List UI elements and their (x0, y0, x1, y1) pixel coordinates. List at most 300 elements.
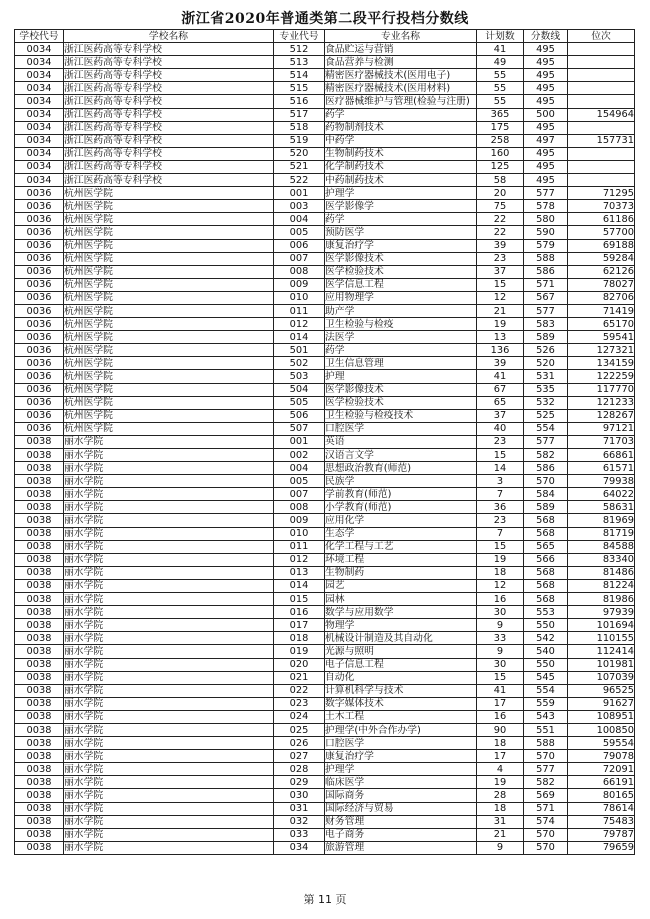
score-line-cell: 590 (524, 226, 568, 239)
school-name-cell: 浙江医药高等专科学校 (64, 82, 274, 95)
major-name-cell: 土木工程 (325, 710, 477, 723)
rank-cell: 72091 (568, 763, 635, 776)
plan-count-cell: 18 (477, 566, 524, 579)
table-row (15, 121, 635, 134)
major-name-cell: 生物制药 (325, 566, 477, 579)
table-row (15, 697, 635, 710)
major-name-cell: 国际经济与贸易 (325, 802, 477, 815)
score-line-cell: 540 (524, 645, 568, 658)
major-name-cell: 应用物理学 (325, 291, 477, 304)
major-code-cell: 028 (274, 763, 325, 776)
school-code-cell: 0034 (15, 43, 64, 56)
score-line-cell: 550 (524, 658, 568, 671)
major-name-cell: 生态学 (325, 527, 477, 540)
school-code-cell: 0036 (15, 304, 64, 317)
table-row (15, 462, 635, 475)
major-code-cell: 503 (274, 370, 325, 383)
school-name-cell: 丽水学院 (64, 645, 274, 658)
table-row (15, 82, 635, 95)
school-code-cell: 0034 (15, 82, 64, 95)
plan-count-cell: 30 (477, 606, 524, 619)
header-school-code: 学校代号 (15, 30, 64, 43)
score-line-cell: 567 (524, 291, 568, 304)
school-name-cell: 丽水学院 (64, 697, 274, 710)
major-code-cell: 001 (274, 435, 325, 448)
score-line-cell: 495 (524, 69, 568, 82)
major-name-cell: 口腔医学 (325, 737, 477, 750)
table-row (15, 318, 635, 331)
major-name-cell: 医学影像技术 (325, 383, 477, 396)
table-row (15, 95, 635, 108)
major-code-cell: 505 (274, 396, 325, 409)
major-name-cell: 精密医疗器械技术(医用电子) (325, 69, 477, 82)
major-code-cell: 024 (274, 710, 325, 723)
table-row (15, 619, 635, 632)
table-row (15, 841, 635, 854)
school-name-cell: 丽水学院 (64, 841, 274, 854)
major-name-cell: 物理学 (325, 619, 477, 632)
plan-count-cell: 22 (477, 226, 524, 239)
major-name-cell: 医学检验技术 (325, 396, 477, 409)
school-name-cell: 杭州医学院 (64, 383, 274, 396)
score-table (14, 29, 635, 855)
school-name-cell: 杭州医学院 (64, 213, 274, 226)
school-code-cell: 0038 (15, 815, 64, 828)
major-name-cell: 康复治疗学 (325, 750, 477, 763)
school-name-cell: 杭州医学院 (64, 422, 274, 435)
major-code-cell: 010 (274, 527, 325, 540)
rank-cell: 81719 (568, 527, 635, 540)
score-line-cell: 569 (524, 789, 568, 802)
rank-cell: 75483 (568, 815, 635, 828)
table-row (15, 331, 635, 344)
score-line-cell: 580 (524, 213, 568, 226)
table-row (15, 383, 635, 396)
rank-cell: 69188 (568, 239, 635, 252)
major-code-cell: 033 (274, 828, 325, 841)
major-code-cell: 003 (274, 200, 325, 213)
plan-count-cell: 41 (477, 684, 524, 697)
major-code-cell: 014 (274, 579, 325, 592)
plan-count-cell: 17 (477, 750, 524, 763)
school-name-cell: 杭州医学院 (64, 200, 274, 213)
school-name-cell: 浙江医药高等专科学校 (64, 160, 274, 173)
school-code-cell: 0038 (15, 488, 64, 501)
plan-count-cell: 258 (477, 134, 524, 147)
table-row (15, 435, 635, 448)
major-name-cell: 康复治疗学 (325, 239, 477, 252)
school-name-cell: 丽水学院 (64, 579, 274, 592)
major-name-cell: 药学 (325, 108, 477, 121)
table-row (15, 606, 635, 619)
table-row (15, 239, 635, 252)
school-name-cell: 杭州医学院 (64, 291, 274, 304)
school-name-cell: 丽水学院 (64, 566, 274, 579)
table-row (15, 737, 635, 750)
school-code-cell: 0038 (15, 593, 64, 606)
plan-count-cell: 41 (477, 43, 524, 56)
major-code-cell: 009 (274, 278, 325, 291)
school-name-cell: 丽水学院 (64, 802, 274, 815)
major-name-cell: 预防医学 (325, 226, 477, 239)
plan-count-cell: 58 (477, 174, 524, 187)
table-row (15, 422, 635, 435)
school-name-cell: 丽水学院 (64, 540, 274, 553)
major-code-cell: 017 (274, 619, 325, 632)
score-line-cell: 586 (524, 462, 568, 475)
score-line-cell: 589 (524, 501, 568, 514)
major-code-cell: 011 (274, 304, 325, 317)
school-code-cell: 0036 (15, 409, 64, 422)
plan-count-cell: 12 (477, 291, 524, 304)
major-code-cell: 513 (274, 56, 325, 69)
major-code-cell: 514 (274, 69, 325, 82)
school-code-cell: 0038 (15, 501, 64, 514)
major-name-cell: 卫生信息管理 (325, 357, 477, 370)
school-code-cell: 0038 (15, 514, 64, 527)
score-line-cell: 553 (524, 606, 568, 619)
major-name-cell: 临床医学 (325, 776, 477, 789)
major-name-cell: 护理学 (325, 763, 477, 776)
major-name-cell: 化学工程与工艺 (325, 540, 477, 553)
rank-cell: 57700 (568, 226, 635, 239)
major-name-cell: 旅游管理 (325, 841, 477, 854)
school-name-cell: 丽水学院 (64, 488, 274, 501)
plan-count-cell: 20 (477, 187, 524, 200)
major-name-cell: 小学教育(师范) (325, 501, 477, 514)
table-row (15, 802, 635, 815)
major-name-cell: 生物制药技术 (325, 147, 477, 160)
table-row (15, 147, 635, 160)
school-name-cell: 浙江医药高等专科学校 (64, 134, 274, 147)
score-line-cell: 589 (524, 331, 568, 344)
school-code-cell: 0038 (15, 658, 64, 671)
school-name-cell: 浙江医药高等专科学校 (64, 43, 274, 56)
school-name-cell: 浙江医药高等专科学校 (64, 174, 274, 187)
school-name-cell: 浙江医药高等专科学校 (64, 108, 274, 121)
major-code-cell: 004 (274, 462, 325, 475)
score-line-cell: 577 (524, 763, 568, 776)
rank-cell: 108951 (568, 710, 635, 723)
school-name-cell: 浙江医药高等专科学校 (64, 56, 274, 69)
rank-cell: 117770 (568, 383, 635, 396)
plan-count-cell: 15 (477, 540, 524, 553)
score-line-cell: 550 (524, 619, 568, 632)
rank-cell: 78614 (568, 802, 635, 815)
school-code-cell: 0038 (15, 449, 64, 462)
major-code-cell: 025 (274, 723, 325, 736)
rank-cell: 134159 (568, 357, 635, 370)
rank-cell: 82706 (568, 291, 635, 304)
school-code-cell: 0034 (15, 108, 64, 121)
school-code-cell: 0034 (15, 56, 64, 69)
rank-cell: 58631 (568, 501, 635, 514)
header-rank: 位次 (568, 30, 635, 43)
school-code-cell: 0036 (15, 187, 64, 200)
school-name-cell: 丽水学院 (64, 501, 274, 514)
rank-cell: 100850 (568, 723, 635, 736)
plan-count-cell: 39 (477, 239, 524, 252)
major-code-cell: 034 (274, 841, 325, 854)
plan-count-cell: 22 (477, 213, 524, 226)
table-row (15, 200, 635, 213)
major-code-cell: 012 (274, 318, 325, 331)
school-code-cell: 0038 (15, 645, 64, 658)
school-code-cell: 0038 (15, 566, 64, 579)
school-name-cell: 杭州医学院 (64, 252, 274, 265)
major-code-cell: 010 (274, 291, 325, 304)
major-code-cell: 008 (274, 265, 325, 278)
major-name-cell: 护理学 (325, 187, 477, 200)
school-name-cell: 丽水学院 (64, 619, 274, 632)
rank-cell: 80165 (568, 789, 635, 802)
rank-cell: 96525 (568, 684, 635, 697)
plan-count-cell: 55 (477, 69, 524, 82)
major-name-cell: 民族学 (325, 475, 477, 488)
rank-cell: 59554 (568, 737, 635, 750)
major-code-cell: 020 (274, 658, 325, 671)
plan-count-cell: 16 (477, 710, 524, 723)
table-row (15, 645, 635, 658)
major-code-cell: 004 (274, 213, 325, 226)
score-line-cell: 495 (524, 43, 568, 56)
rank-cell: 154964 (568, 108, 635, 121)
major-code-cell: 507 (274, 422, 325, 435)
major-name-cell: 财务管理 (325, 815, 477, 828)
major-name-cell: 药学 (325, 213, 477, 226)
school-code-cell: 0034 (15, 147, 64, 160)
major-code-cell: 023 (274, 697, 325, 710)
score-line-cell: 568 (524, 579, 568, 592)
plan-count-cell: 67 (477, 383, 524, 396)
plan-count-cell: 9 (477, 645, 524, 658)
rank-cell: 66191 (568, 776, 635, 789)
major-code-cell: 005 (274, 475, 325, 488)
plan-count-cell: 175 (477, 121, 524, 134)
school-code-cell: 0036 (15, 422, 64, 435)
table-row (15, 488, 635, 501)
school-name-cell: 杭州医学院 (64, 331, 274, 344)
table-row (15, 553, 635, 566)
table-row (15, 540, 635, 553)
school-name-cell: 丽水学院 (64, 763, 274, 776)
score-line-cell: 568 (524, 514, 568, 527)
school-name-cell: 丽水学院 (64, 789, 274, 802)
score-line-cell: 535 (524, 383, 568, 396)
plan-count-cell: 23 (477, 252, 524, 265)
score-line-cell: 570 (524, 828, 568, 841)
score-line-cell: 586 (524, 265, 568, 278)
school-code-cell: 0036 (15, 291, 64, 304)
score-line-cell: 571 (524, 802, 568, 815)
major-code-cell: 007 (274, 488, 325, 501)
table-row (15, 160, 635, 173)
plan-count-cell: 49 (477, 56, 524, 69)
school-name-cell: 丽水学院 (64, 553, 274, 566)
major-code-cell: 029 (274, 776, 325, 789)
school-code-cell: 0036 (15, 370, 64, 383)
school-name-cell: 杭州医学院 (64, 344, 274, 357)
table-row (15, 174, 635, 187)
school-name-cell: 浙江医药高等专科学校 (64, 121, 274, 134)
major-name-cell: 法医学 (325, 331, 477, 344)
school-code-cell: 0034 (15, 134, 64, 147)
school-name-cell: 丽水学院 (64, 684, 274, 697)
score-line-cell: 565 (524, 540, 568, 553)
rank-cell: 101981 (568, 658, 635, 671)
table-body (15, 43, 635, 855)
school-name-cell: 丽水学院 (64, 606, 274, 619)
rank-cell: 122259 (568, 370, 635, 383)
score-line-cell: 570 (524, 750, 568, 763)
school-code-cell: 0036 (15, 252, 64, 265)
plan-count-cell: 90 (477, 723, 524, 736)
rank-cell (568, 82, 635, 95)
school-name-cell: 丽水学院 (64, 462, 274, 475)
score-line-cell: 542 (524, 632, 568, 645)
school-name-cell: 丽水学院 (64, 435, 274, 448)
school-name-cell: 杭州医学院 (64, 278, 274, 291)
major-code-cell: 011 (274, 540, 325, 553)
score-line-cell: 577 (524, 304, 568, 317)
score-line-cell: 532 (524, 396, 568, 409)
major-name-cell: 数字媒体技术 (325, 697, 477, 710)
plan-count-cell: 40 (477, 422, 524, 435)
plan-count-cell: 19 (477, 776, 524, 789)
score-line-cell: 500 (524, 108, 568, 121)
score-line-cell: 495 (524, 82, 568, 95)
score-line-cell: 570 (524, 841, 568, 854)
school-code-cell: 0038 (15, 527, 64, 540)
major-name-cell: 护理 (325, 370, 477, 383)
school-name-cell: 杭州医学院 (64, 318, 274, 331)
score-line-cell: 551 (524, 723, 568, 736)
plan-count-cell: 21 (477, 828, 524, 841)
header-school-name: 学校名称 (64, 30, 274, 43)
major-name-cell: 思想政治教育(师范) (325, 462, 477, 475)
plan-count-cell: 65 (477, 396, 524, 409)
score-line-cell: 568 (524, 593, 568, 606)
major-code-cell: 007 (274, 252, 325, 265)
plan-count-cell: 14 (477, 462, 524, 475)
table-row (15, 108, 635, 121)
school-code-cell: 0038 (15, 737, 64, 750)
school-code-cell: 0036 (15, 200, 64, 213)
plan-count-cell: 19 (477, 553, 524, 566)
major-code-cell: 030 (274, 789, 325, 802)
major-code-cell: 519 (274, 134, 325, 147)
major-name-cell: 电子信息工程 (325, 658, 477, 671)
major-name-cell: 口腔医学 (325, 422, 477, 435)
rank-cell (568, 174, 635, 187)
plan-count-cell: 31 (477, 815, 524, 828)
school-code-cell: 0034 (15, 69, 64, 82)
school-code-cell: 0036 (15, 383, 64, 396)
major-name-cell: 药物制剂技术 (325, 121, 477, 134)
score-line-cell: 495 (524, 160, 568, 173)
school-name-cell: 丽水学院 (64, 737, 274, 750)
score-line-cell: 584 (524, 488, 568, 501)
table-row (15, 265, 635, 278)
score-line-cell: 545 (524, 671, 568, 684)
major-code-cell: 014 (274, 331, 325, 344)
major-code-cell: 021 (274, 671, 325, 684)
major-code-cell: 518 (274, 121, 325, 134)
table-row (15, 815, 635, 828)
plan-count-cell: 15 (477, 278, 524, 291)
rank-cell: 59541 (568, 331, 635, 344)
header-plan-count: 计划数 (477, 30, 524, 43)
major-name-cell: 计算机科学与技术 (325, 684, 477, 697)
plan-count-cell: 9 (477, 619, 524, 632)
score-line-cell: 497 (524, 134, 568, 147)
plan-count-cell: 39 (477, 357, 524, 370)
major-code-cell: 501 (274, 344, 325, 357)
school-name-cell: 浙江医药高等专科学校 (64, 147, 274, 160)
school-code-cell: 0038 (15, 606, 64, 619)
school-name-cell: 杭州医学院 (64, 409, 274, 422)
major-code-cell: 013 (274, 566, 325, 579)
school-code-cell: 0038 (15, 553, 64, 566)
table-row (15, 658, 635, 671)
major-code-cell: 502 (274, 357, 325, 370)
plan-count-cell: 37 (477, 265, 524, 278)
plan-count-cell: 7 (477, 527, 524, 540)
table-row (15, 396, 635, 409)
plan-count-cell: 18 (477, 737, 524, 750)
score-line-cell: 566 (524, 553, 568, 566)
rank-cell: 83340 (568, 553, 635, 566)
school-code-cell: 0036 (15, 331, 64, 344)
score-line-cell: 520 (524, 357, 568, 370)
plan-count-cell: 36 (477, 501, 524, 514)
major-name-cell: 中药制药技术 (325, 174, 477, 187)
header-major-code: 专业代号 (274, 30, 325, 43)
school-code-cell: 0034 (15, 160, 64, 173)
major-name-cell: 自动化 (325, 671, 477, 684)
plan-count-cell: 16 (477, 593, 524, 606)
school-name-cell: 杭州医学院 (64, 396, 274, 409)
school-name-cell: 杭州医学院 (64, 265, 274, 278)
school-code-cell: 0038 (15, 723, 64, 736)
major-name-cell: 助产学 (325, 304, 477, 317)
major-code-cell: 008 (274, 501, 325, 514)
school-name-cell: 杭州医学院 (64, 304, 274, 317)
major-code-cell: 515 (274, 82, 325, 95)
table-row (15, 579, 635, 592)
score-line-cell: 495 (524, 147, 568, 160)
table-row (15, 69, 635, 82)
rank-cell: 101694 (568, 619, 635, 632)
school-name-cell: 杭州医学院 (64, 357, 274, 370)
rank-cell: 81224 (568, 579, 635, 592)
table-row (15, 723, 635, 736)
score-line-cell: 495 (524, 95, 568, 108)
score-line-cell: 526 (524, 344, 568, 357)
table-row (15, 632, 635, 645)
school-code-cell: 0036 (15, 344, 64, 357)
table-row (15, 252, 635, 265)
major-name-cell: 数学与应用数学 (325, 606, 477, 619)
school-code-cell: 0038 (15, 671, 64, 684)
major-code-cell: 022 (274, 684, 325, 697)
table-row (15, 370, 635, 383)
plan-count-cell: 4 (477, 763, 524, 776)
major-name-cell: 医疗器械维护与管理(检验与注册) (325, 95, 477, 108)
score-line-cell: 559 (524, 697, 568, 710)
table-header-row (15, 30, 635, 43)
score-line-cell: 495 (524, 56, 568, 69)
